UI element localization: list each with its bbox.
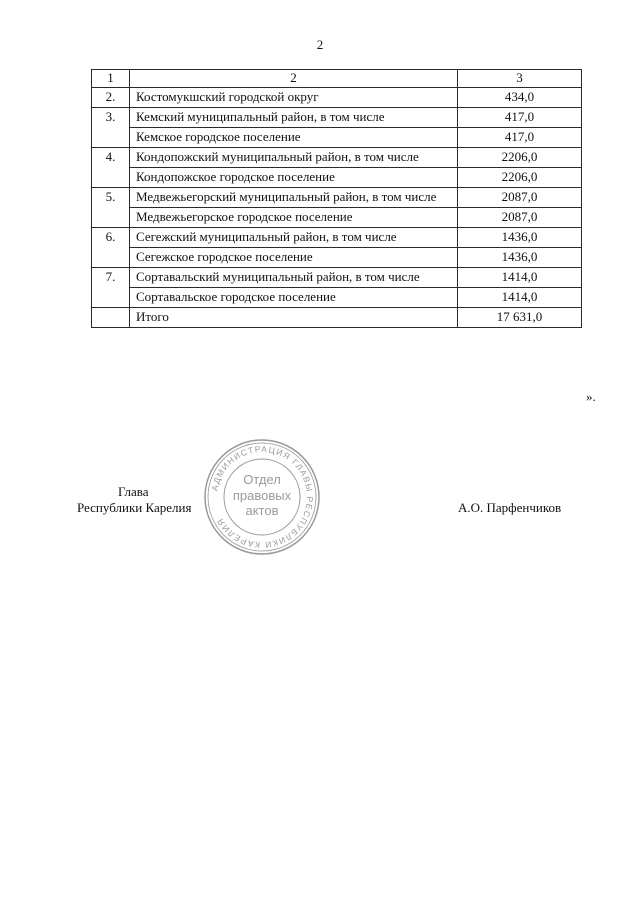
row-number: 4.: [92, 148, 130, 188]
table-row: [92, 268, 582, 288]
table-row: [92, 188, 582, 208]
allocation-table: [91, 69, 582, 328]
amount-value: 2087,0: [458, 208, 582, 228]
municipality-name: Медвежьегорское городское поселение: [130, 208, 458, 228]
municipality-name: Костомукшский городской округ: [130, 88, 458, 108]
header-col-3: 3: [458, 70, 582, 88]
amount-value: 417,0: [458, 108, 582, 128]
amount-value: 434,0: [458, 88, 582, 108]
table-row: [92, 88, 582, 108]
amount-value: 417,0: [458, 128, 582, 148]
total-value: 17 631,0: [458, 308, 582, 328]
municipality-name: Кемский муниципальный район, в том числе: [130, 108, 458, 128]
table-row: [92, 148, 582, 168]
row-number: 2.: [92, 88, 130, 108]
municipality-name: Кемское городское поселение: [130, 128, 458, 148]
table-row: [92, 228, 582, 248]
total-row-number: [92, 308, 130, 328]
municipality-name: Медвежьегорский муниципальный район, в том числе: [130, 188, 458, 208]
row-number: 5.: [92, 188, 130, 228]
signatory-title: Глава: [118, 484, 149, 499]
stamp-ring-text: АДМИНИСТРАЦИЯ ГЛАВЫ РЕСПУБЛИКИ КАРЕЛИЯ: [209, 443, 316, 551]
municipality-name: Сегежский муниципальный район, в том числе: [130, 228, 458, 248]
page-number: 2: [316, 37, 324, 52]
stamp-line-3: актов: [245, 503, 279, 518]
table-row: [92, 128, 582, 148]
table-row: [92, 168, 582, 188]
row-number: 6.: [92, 228, 130, 268]
total-label: Итого: [130, 308, 458, 328]
amount-value: 1436,0: [458, 228, 582, 248]
municipality-name: Сегежское городское поселение: [130, 248, 458, 268]
official-stamp: [203, 438, 321, 556]
amount-value: 1414,0: [458, 268, 582, 288]
stamp-line-2: правовых: [232, 488, 292, 503]
amount-value: 2087,0: [458, 188, 582, 208]
municipality-name: Сортавальский муниципальный район, в том числе: [130, 268, 458, 288]
closing-quote: ».: [586, 389, 596, 404]
amount-value: 1436,0: [458, 248, 582, 268]
table-row: [92, 288, 582, 308]
amount-value: 2206,0: [458, 148, 582, 168]
amount-value: 1414,0: [458, 288, 582, 308]
row-number: 7.: [92, 268, 130, 308]
municipality-name: Кондопожское городское поселение: [130, 168, 458, 188]
header-col-2: 2: [130, 70, 458, 88]
table-body: [92, 70, 582, 328]
municipality-name: Кондопожский муниципальный район, в том числе: [130, 148, 458, 168]
row-number: 3.: [92, 108, 130, 148]
table-row: [92, 108, 582, 128]
total-row: [92, 308, 582, 328]
signatory-organization: Республики Карелия: [77, 500, 192, 515]
signatory-name: А.О. Парфенчиков: [458, 500, 562, 515]
amount-value: 2206,0: [458, 168, 582, 188]
table-row: [92, 248, 582, 268]
stamp-line-1: Отдел: [243, 472, 281, 487]
table-header-row: [92, 70, 582, 88]
table-row: [92, 208, 582, 228]
municipality-name: Сортавальское городское поселение: [130, 288, 458, 308]
header-col-1: 1: [92, 70, 130, 88]
